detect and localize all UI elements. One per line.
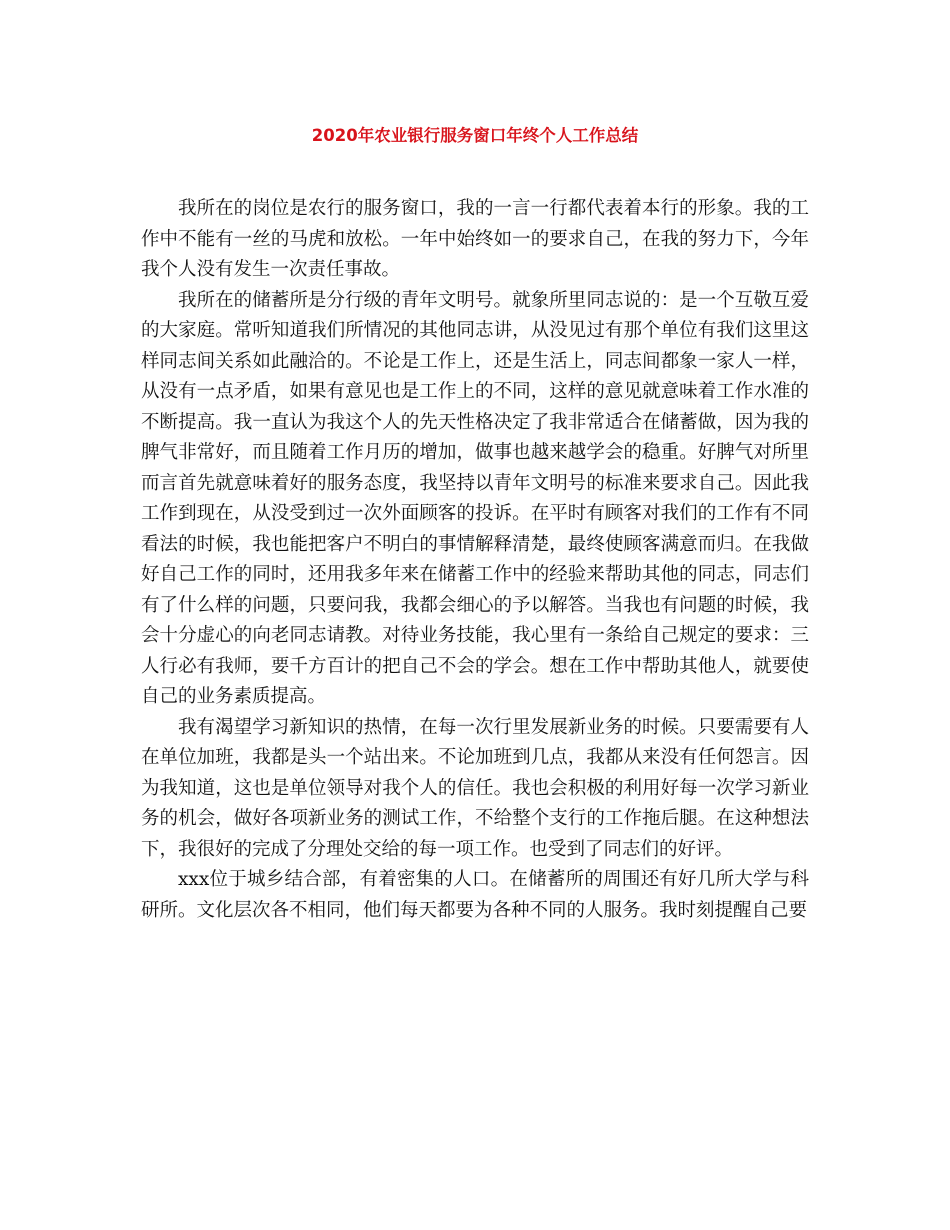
document-body — [141, 194, 809, 926]
document-title: 2020年农业银行服务窗口年终个人工作总结 — [311, 126, 639, 145]
paragraph-3: 我有渴望学习新知识的热情，在每一次行里发展新业务的时候。只要需要有人在单位加班，我都是头一个站出来。不论加班到几点，我都从来没有任何怨言。因为我知道，这也是单位领导对我个人的信任。我也会积极的利用好每一次学习新业务的机会，做好各项新业务的测试工作，不给整个支行的工作拖后腿。在这种想法下，我很好的完成了分理处交给的每一项工作。也受到了同志们的好评。 — [141, 716, 809, 860]
paragraph-2: 我所在的储蓄所是分行级的青年文明号。就象所里同志说的：是一个互敬互爱的大家庭。常听知道我们所情况的其他同志讲，从没见过有那个单位有我们这里这样同志间关系如此融洽的。不论是工作上，还是生活上，同志间都象一家人一样，从没有一点矛盾，如果有意见也是工作上的不同，这样的意见就意味着工作水准的不断提高。我一直认为我这个人的先天性格决定了我非常适合在储蓄做，因为我的脾气非常好，而且随着工作月历的增加，做事也越来越学会的稳重。好脾气对所里而言首先就意味着好的服务态度，我坚持以青年文明号的标准来要求自己。因此我工作到现在，从没受到过一次外面顾客的投诉。在平时有顾客对我们的工作有不同看法的时候，我也能把客户不明白的事情解释清楚，最终使顾客满意而归。在我做好自己工作的同时，还用我多年来在储蓄工作中的经验来帮助其他的同志，同志们有了什么样的问题，只要问我，我都会细心的予以解答。当我也有问题的时候，我会十分虚心的向老同志请教。对待业务技能，我心里有一条给自己规定的要求：三人行必有我师，要千方百计的把自己不会的学会。想在工作中帮助其他人，就要使自己的业务素质提高。 — [141, 289, 809, 707]
paragraph-4: xxx位于城乡结合部，有着密集的人口。在储蓄所的周围还有好几所大学与科研所。文化层次各不相同，他们每天都要为各种不同的人服务。我时刻提醒自己要 — [141, 869, 809, 921]
paragraph-1: 我所在的岗位是农行的服务窗口，我的一言一行都代表着本行的形象。我的工作中不能有一丝的马虎和放松。一年中始终如一的要求自己，在我的努力下，今年我个人没有发生一次责任事故。 — [141, 198, 809, 280]
